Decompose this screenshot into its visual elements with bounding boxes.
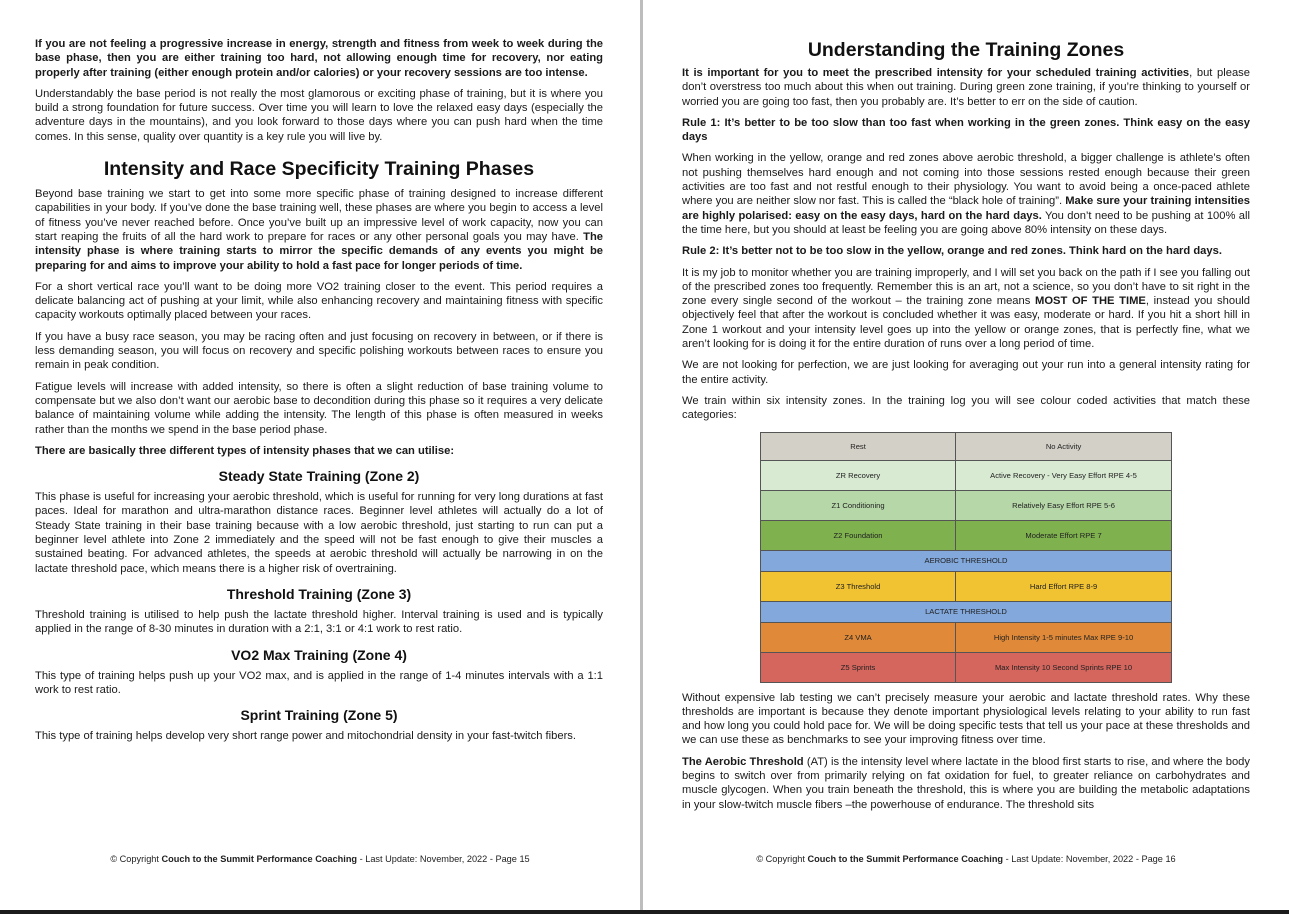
footer-page-info: - Last Update: November, 2022 - Page 16 (1003, 854, 1176, 864)
paragraph-steady-state: This phase is useful for increasing your aerobic threshold, which is useful for running for very long durations at fast paces. Ideal for marathon and ultra-marathon distance races. Beginner level athletes will actually do a lot of Steady State training in their base training because with a low aerobic threshold, just starting to run can put a beginner level athlete into Zone 2 immediately and the speed will not be fast enough to give their muscles a sustained beating. For advanced athletes, the speeds at aerobic threshold will actually be narrowing in on the lactate threshold pace, which means there is a higher risk of overtraining. (35, 491, 603, 575)
paragraph-lab-testing: Without expensive lab testing we can’t precisely measure your aerobic and lactate threshold rates. Why these thresholds are important is because they denote important physiological levels relating to your ability to run fast and how long you could hold pace for. We will be doing specific tests that tell us your pace at these thresholds and we can use these as benchmarks to see your improving fitness over time. (682, 691, 1250, 747)
paragraph-aerobic-threshold-text: (AT) is the intensity level where lactate in the blood first starts to rise, and where the body begins to switch over from primarily relying on fat oxidation for fuel, to greater reliance on carbohydrates and muscle glycogen. When you train beneath the threshold, this is where you are building the metabolic adaptations in your slow-twitch muscle fibers –the powerhouse of endurance. The threshold sits (682, 755, 1250, 811)
zone-no-activity-cell: No Activity (956, 432, 1172, 460)
page-16 (643, 0, 1289, 910)
paragraph-yellow-zones-text-a: When working in the yellow, orange and red zones above aerobic threshold, a bigger challenge is athlete’s often not pushing themselves hard enough and not coming into those sessions rested enough because their green activities are too fast and not restful enough to their physiology. You want to avoid being a once-paced athlete where you are neither slow nor fast. This is called the “black hole of training”. (682, 152, 1250, 208)
zone-z1-cell: Z1 Conditioning (761, 490, 956, 520)
paragraph-yellow-zones (682, 151, 1250, 237)
zone-z3-cell: Z3 Threshold (761, 571, 956, 601)
subheading-vo2max: VO2 Max Training (Zone 4) (231, 646, 407, 663)
footer-brand: Couch to the Summit Performance Coaching (161, 854, 358, 864)
paragraph-monitor-bold: MOST OF THE TIME (1035, 295, 1146, 308)
section-heading-intensity: Intensity and Race Specificity Training Phases (103, 158, 535, 181)
rule-2: Rule 2: It’s better not to be too slow in the yellow, orange and red zones. Think hard on the hard days. (682, 245, 1222, 258)
zone-z4-cell: Z4 VMA (761, 622, 956, 652)
footer-page-info: - Last Update: November, 2022 - Page 15 (357, 854, 530, 864)
paragraph-aerobic-threshold-bold: The Aerobic Threshold (682, 755, 804, 768)
paragraph-race-season: If you have a busy race season, you may be racing often and just focusing on recovery in between, or if there is less demanding season, you will focus on recovery and specific polishing workouts between races to ensure you remain in peak condition. (35, 330, 603, 372)
paragraph-beyond-base (35, 187, 603, 273)
zone-zr-cell: ZR Recovery (761, 460, 956, 490)
table-row (761, 460, 1172, 490)
zone-z2-desc-cell: Moderate Effort RPE 7 (956, 520, 1172, 550)
paragraph-prescribed-intensity-text: , but please don’t overstress too much about this when out training. During green zone training, if you’re thinking to yourself or worried you are going too fast, then you probably are. It’s better to err on the side of caution. (682, 67, 1250, 108)
intro-bold-paragraph: If you are not feeling a progressive increase in energy, strength and fitness from week to week during the base phase, then you are either training too hard, not allowing enough time for recovery, nor eating properly after training (either enough protein and/or calories) or your recovery sessions are too intense. (35, 38, 603, 79)
aerobic-threshold-cell: AEROBIC THRESHOLD (761, 550, 1172, 571)
table-row (761, 490, 1172, 520)
paragraph-three-types: There are basically three different types of intensity phases that we can utilise: (35, 444, 455, 457)
paragraph-vertical-race: For a short vertical race you’ll want to be doing more VO2 training closer to the event. This period requires a delicate balancing act of pushing at your limit, while also enhancing recovery and maintaining fitness with specific capacity workouts optimally placed between your races. (35, 280, 603, 322)
table-row (761, 601, 1172, 622)
paragraph-prescribed-intensity-bold: It is important for you to meet the prescribed intensity for your scheduled training activities (682, 67, 1190, 79)
zone-z5-desc-cell: Max Intensity 10 Second Sprints RPE 10 (956, 652, 1172, 682)
paragraph-monitor (682, 266, 1250, 352)
paragraph-yellow-zones-text-b: You don’t need to be pushing at 100% all the time here, but you should at least be feeling you are going above 80% intensity on these days. (682, 209, 1250, 236)
paragraph-fatigue: Fatigue levels will increase with added intensity, so there is often a slight reduction of base training volume to compensate but we also don’t want our aerobic base to decondition during this phase so it requires a very delicate balance of maintaining volume while adding the intensity. The length of this phase is often measured in weeks rather than the months we spend in the base period phase. (35, 380, 603, 436)
page-footer-16 (643, 853, 1289, 865)
paragraph-monitor-text-a: It is my job to monitor whether you are training improperly, and I will set you back on the path if I see you falling out of the prescribed zones too frequently. Remember this is an art, not a science, so you don’t have to sit right in the zone every single second of the workout – the training zone means (682, 266, 1250, 308)
table-row (761, 520, 1172, 550)
paragraph-six-zones: We train within six intensity zones. In the training log you will see colour coded activities that match these categories: (682, 394, 1250, 422)
paragraph-perfection: We are not looking for perfection, we are just looking for averaging out your run into a general intensity rating for the entire activity. (682, 359, 1250, 386)
subheading-steady-state: Steady State Training (Zone 2) (218, 468, 420, 485)
paragraph-beyond-base-bold: The intensity phase is where training starts to mirror the specific demands of any events you might be preparing for and aims to improve your ability to hold a fast pace for longer periods of time. (35, 230, 603, 272)
paragraph-beyond-base-text: Beyond base training we start to get into some more specific phase of training designed to increase different capabilities in your body. If you’ve done the base training well, these phases are where you begin to access a level of fitness you’ve never reached before. Once you’ve built up an impressive level of work capacity, now you can start reaping the fruits of all the hard work to prepare for races or any other personal goals you may have. (35, 188, 603, 243)
paragraph-aerobic-threshold (682, 755, 1250, 812)
bottom-border (0, 910, 1289, 914)
zone-z2-cell: Z2 Foundation (761, 520, 956, 550)
paragraph-sprint: This type of training helps develop very short range power and mitochondrial density in your fast-twitch fibers. (35, 730, 576, 743)
paragraph-vo2max: This type of training helps push up your VO2 max, and is applied in the range of 1-4 minutes intervals with a 1:1 work to rest ratio. (35, 669, 603, 696)
zone-rest-cell: Rest (761, 432, 956, 460)
table-row (761, 432, 1172, 460)
zone-z5-cell: Z5 Sprints (761, 652, 956, 682)
footer-copyright: © Copyright (756, 854, 808, 864)
table-row (761, 550, 1172, 571)
page-15 (0, 0, 640, 910)
paragraph-yellow-zones-bold: Make sure your training intensities are highly polarised: easy on the easy days, hard on the hard days. (682, 195, 1250, 222)
footer-brand: Couch to the Summit Performance Coaching (807, 854, 1004, 864)
paragraph-monitor-text-b: , instead you should objectively feel that after the workout is concluded whether it was easy, moderate or hard. If you hit a short hill in Zone 1 workout and your intensity level goes up into the yellow or orange zones, that is perfectly fine, what we aren’t looking for is doing it for the entire duration of runs over a long period of time. (682, 295, 1251, 351)
zone-z3-desc-cell: Hard Effort RPE 8-9 (956, 571, 1172, 601)
intro-paragraph: Understandably the base period is not really the most glamorous or exciting phase of training, but it is where you build a strong foundation for future success. Over time you will learn to love the relaxed easy days (especially the adventure days in the mountains), and you look forward to those days where you can push hard when the time comes. In this sense, quality over quantity is a key rule you will live by. (35, 87, 603, 143)
training-zones-table (760, 432, 1172, 683)
subheading-threshold: Threshold Training (Zone 3) (226, 585, 412, 602)
zone-zr-desc-cell: Active Recovery - Very Easy Effort RPE 4-5 (956, 460, 1172, 490)
rule-1: Rule 1: It’s better to be too slow than too fast when working in the green zones. Think easy on the easy days (682, 116, 1250, 144)
footer-copyright: © Copyright (110, 854, 162, 864)
page-footer-15 (0, 853, 640, 865)
table-row (761, 571, 1172, 601)
zone-z1-desc-cell: Relatively Easy Effort RPE 5-6 (956, 490, 1172, 520)
table-row (761, 652, 1172, 682)
zone-z4-desc-cell: High Intensity 1-5 minutes Max RPE 9-10 (956, 622, 1172, 652)
paragraph-prescribed-intensity (682, 66, 1250, 109)
paragraph-threshold: Threshold training is utilised to help push the lactate threshold higher. Interval training is used and is typically applied in the range of 8-30 minutes in duration with a 2:1, 3:1 or 4:1 work to rest ratio. (35, 608, 603, 636)
table-row (761, 622, 1172, 652)
subheading-sprint: Sprint Training (Zone 5) (240, 707, 398, 724)
section-heading-zones: Understanding the Training Zones (807, 39, 1125, 61)
lactate-threshold-cell: LACTATE THRESHOLD (761, 601, 1172, 622)
